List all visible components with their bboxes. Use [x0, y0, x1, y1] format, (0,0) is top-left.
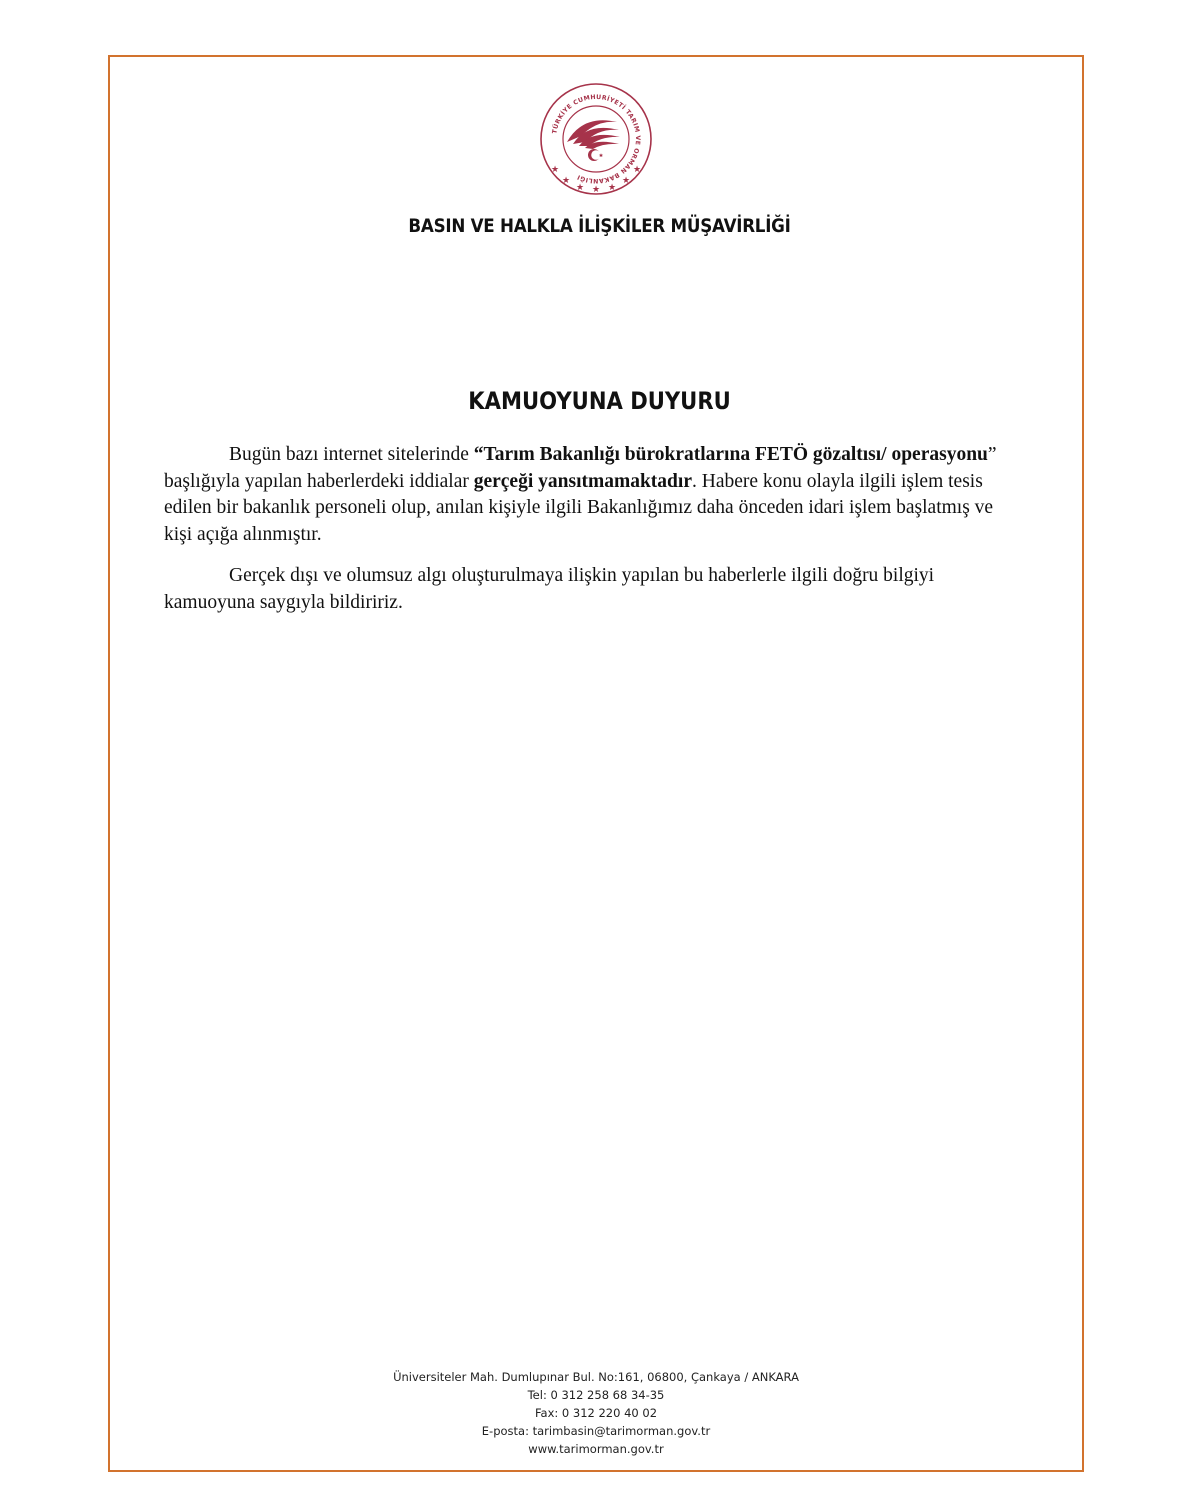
svg-text:★: ★	[607, 183, 617, 193]
svg-text:★: ★	[621, 176, 631, 186]
footer-email: E-posta: tarimbasin@tarimorman.gov.tr	[481, 1424, 711, 1438]
paragraph-1-text-a: Bugün bazı internet sitelerinde	[229, 444, 474, 465]
paragraph-1-text-c: . Habere konu olayla ilgili işlem tesis edilen bir bakanlık personeli olup, anılan kişiyle ilgili Bakanlığımız daha önceden idari işlem başlatmış ve kişi açığa alınmıştır.	[164, 470, 994, 545]
svg-text:★: ★	[575, 183, 585, 193]
svg-text:★: ★	[561, 176, 571, 186]
svg-text:★: ★	[550, 165, 560, 175]
paragraph-1-text-b: ” başlığıyla yapılan haberlerdeki iddialar	[164, 444, 997, 492]
svg-text:TÜRKİYE CUMHURİYETİ TARIM VE O: TÜRKİYE CUMHURİYETİ TARIM VE ORMAN BAKANLIĞI	[551, 93, 642, 185]
department-heading: BASIN VE HALKLA İLİŞKİLER MÜŞAVİRLİĞİ	[408, 215, 791, 237]
footer-tel: Tel: 0 312 258 68 34-35	[527, 1388, 665, 1402]
footer-fax: Fax: 0 312 220 40 02	[534, 1406, 658, 1420]
announcement-title: KAMUOYUNA DUYURU	[468, 387, 731, 415]
page-border	[108, 55, 1084, 1472]
svg-text:★: ★	[591, 185, 601, 195]
ministry-seal-logo	[537, 80, 655, 198]
news-headline-quote: “Tarım Bakanlığı bürokratlarına FETÖ gözaltısı/ operasyonu	[473, 444, 988, 465]
denial-emphasis: gerçeği yansıtmamaktadır	[473, 470, 692, 492]
contact-footer	[0, 1368, 1192, 1458]
footer-website: www.tarimorman.gov.tr	[528, 1442, 664, 1456]
paragraph-1	[164, 442, 1026, 548]
paragraph-2: Gerçek dışı ve olumsuz algı oluşturulmaya ilişkin yapılan bu haberlerle ilgili doğru bilgiyi kamuoyuna saygıyla bildiririz.	[164, 565, 935, 613]
svg-text:★: ★	[632, 165, 642, 175]
footer-address: Üniversiteler Mah. Dumlupınar Bul. No:161, 06800, Çankaya / ANKARA	[393, 1370, 799, 1384]
announcement-body	[164, 442, 1026, 631]
